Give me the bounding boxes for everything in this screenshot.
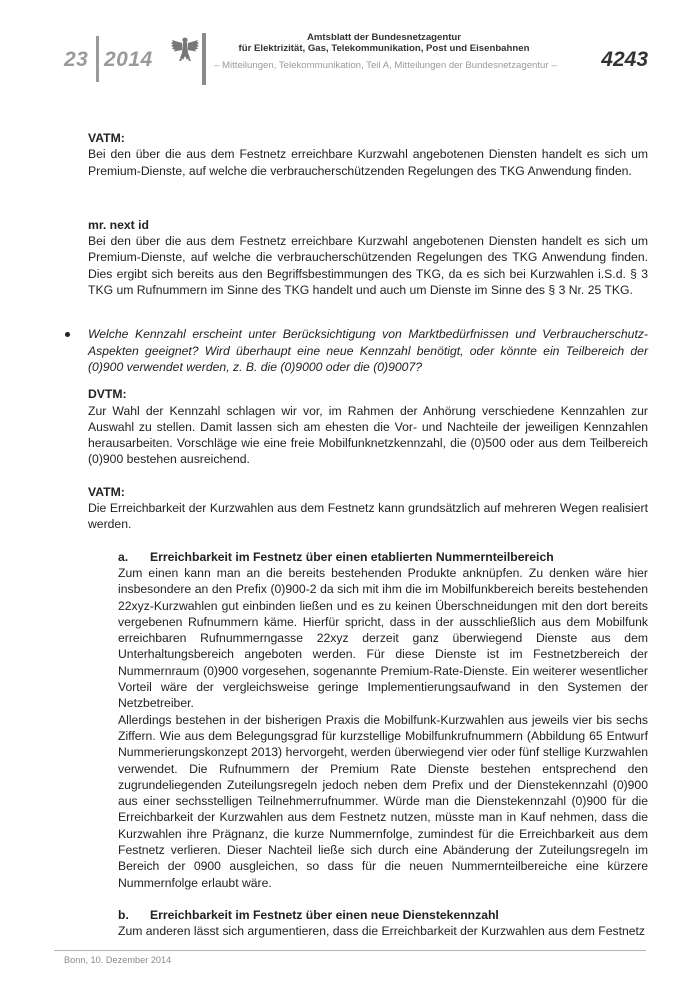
vatm-paragraph: Bei den über die aus dem Festnetz erreichbare Kurzwahl angebotenen Diensten handelt es sich um Premium-Dienste, auf welche die verbraucherschützenden Regelungen des TKG Anwendung finden. xyxy=(88,147,648,178)
mr-next-id-paragraph: Bei den über die aus dem Festnetz erreichbare Kurzwahl angebotenen Diensten handelt es sich um Premium-Dienste, auf welche die verbraucherschützenden Regelungen des TKG Anwendung finden. Dies ergibt sich bereits aus den Begriffsbestimmungen des TKG, da es sich bei Kurzwahlen i.S.d. § 3 TKG um Rufnummern im Sinne des TKG handelt und auch um Dienste im Sinne des § 3 Nr. 25 TKG. xyxy=(88,234,648,298)
header-divider xyxy=(96,36,99,82)
question-bullet xyxy=(88,326,648,375)
question-text: Welche Kennzahl erscheint unter Berücksichtigung von Marktbedürfnissen und Verbraucherschutz-Aspekten geeignet? Wird überhaupt eine neue Kennzahl benötigt, oder könnte ein Teilbereich der (0)900 verwendet werden, z. B. die (0)9000 oder die (0)9007? xyxy=(88,327,648,374)
federal-eagle-icon xyxy=(170,34,200,64)
subsection-b-heading xyxy=(88,907,648,923)
vatm-heading: VATM: xyxy=(88,131,125,145)
bullet-icon xyxy=(65,332,70,337)
footer-date: Bonn, 10. Dezember 2014 xyxy=(64,955,172,965)
subsection-a-paragraph-2: Allerdings bestehen in der bisherigen Praxis die Mobilfunk-Kurzwahlen aus jeweils vier bis sechs Ziffern. Wie aus dem Belegungsgrad für kurzstellige Mobilfunkrufnummern (Abbildung 65 Entwurf Nummerierungskonzept 2013) hervorgeht, werden überwiegend vier oder fünf stellige Kurzwahlen verwendet. Die Rufnummern der Premium Rate Dienste bestehen entsprechend den zugrundeliegenden Zuteilungsregeln jedoch neben dem Prefix und der Dienstekennzahl (0)900 aus einer sechsstelligen Teilnehmerrufnummer. Würde man die Dienstekennzahl (0)900 für die Erreichbarkeit der Kurzwahlen aus dem Festnetz nutzen, müsste man in Kauf nehmen, dass die Kurzwahlen ihre Prägnanz, die kurze Nummernfolge, zumindest für die Erreichbarkeit aus dem Festnetz verlieren. Dieser Nachteil ließe sich durch eine Abänderung der Zuteilungsregeln im Bereich der 0900 ausgleichen, so dass für die neuen Nummernteilbereiche eine kürzere Nummernfolge erlaubt wäre. xyxy=(118,712,648,890)
publication-subtitle: für Elektrizität, Gas, Telekommunikation, Post und Eisenbahnen xyxy=(238,43,530,54)
subsection-a-heading xyxy=(88,549,648,565)
subsection-b-label: b. xyxy=(118,907,129,922)
subsection-a-label: a. xyxy=(118,549,129,564)
issue-number: 23 xyxy=(64,48,89,71)
page-content xyxy=(88,130,648,939)
section-subtitle: – Mitteilungen, Telekommunikation, Teil A, Mitteilungen der Bundesnetzagentur – xyxy=(214,60,557,71)
subsection-a-paragraph-1: Zum einen kann man an die bereits bestehenden Produkte anknüpfen. Zu denken wäre hier insbesondere an den Prefix (0)900-2 da sich mit ihm die im Mobilfunkbereich bereits bestehenden 22xyz-Kurzwahlen gut einbinden ließen und es zu keinen Überschneidungen mit den dort bereits vergebenen Rufnummern käme. Hierfür spricht, dass in der ausschließlich aus dem Mobilfunk erreichbaren Rufnummerngasse 22xyz derzeit ganz überwiegend Dienste aus dem Unterhaltungsbereich angeboten werden. Für diese Dienste ist im Festnetzbereich der Nummernraum (0)900 vorgesehen, sogenannte Premium-Rate-Dienste. Ein weiterer wesentlicher Vorteil wäre der vergleichsweise geringe Implementierungsaufwand in den Systemen der Netzbetreiber. xyxy=(118,565,648,711)
issue-year: 2014 xyxy=(104,48,153,71)
subsection-b-title: Erreichbarkeit im Festnetz über einen neue Dienstekennzahl xyxy=(150,907,499,922)
dvtm-heading: DVTM: xyxy=(88,387,127,402)
mr-next-id-heading: mr. next id xyxy=(88,217,149,232)
publication-title: Amtsblatt der Bundesnetzagentur xyxy=(306,32,462,43)
footer-rule xyxy=(54,950,646,951)
dvtm-paragraph: Zur Wahl der Kennzahl schlagen wir vor, im Rahmen der Anhörung verschiedene Kennzahlen zur Auswahl zu stellen. Damit lassen sich am ehesten die Vor- und Nachteile der jeweiligen Kennzahlen herausarbeiten. Vorschläge wie eine freie Mobilfunknetzkennzahl, die (0)500 oder aus dem Teilbereich (0)900 bestehen ausreichend. xyxy=(88,403,648,467)
page-number: 4243 xyxy=(601,48,648,71)
subsection-b-paragraph-1: Zum anderen lässt sich argumentieren, dass die Erreichbarkeit der Kurzwahlen aus dem Festnetz xyxy=(118,924,646,939)
vatm-paragraph-2: Die Erreichbarkeit der Kurzwahlen aus dem Festnetz kann grundsätzlich auf mehreren Wegen realisiert werden. xyxy=(88,501,648,532)
subsection-a-title: Erreichbarkeit im Festnetz über einen etablierten Nummernteilbereich xyxy=(150,549,554,564)
header-separator xyxy=(202,33,206,85)
vatm-heading-2: VATM: xyxy=(88,484,125,499)
